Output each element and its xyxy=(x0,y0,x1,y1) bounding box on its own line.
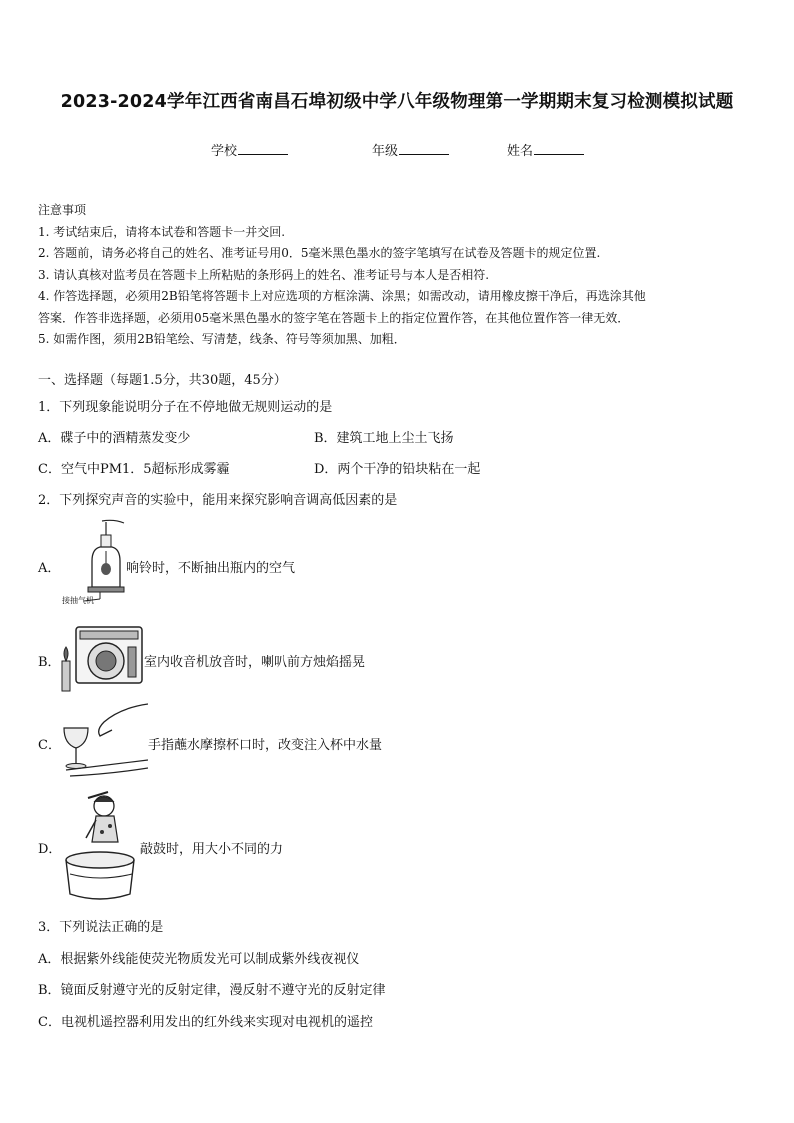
grade-field[interactable] xyxy=(372,140,449,159)
drummer-figure xyxy=(58,790,142,904)
school-blank[interactable] xyxy=(238,142,288,155)
notice-block xyxy=(38,200,646,351)
notice-heading: 注意事项 xyxy=(38,203,87,217)
grade-label: 年级 xyxy=(372,144,399,159)
q2-option-b-label[interactable]: B． xyxy=(38,655,61,670)
q2-option-d-label[interactable]: D． xyxy=(38,842,62,857)
q1-option-c[interactable]: C．空气中PM1．5超标形成雾霾 xyxy=(38,462,230,477)
bell-jar-caption: 接抽气机 xyxy=(62,596,94,605)
name-label: 姓名 xyxy=(507,144,534,159)
q2-option-c-label[interactable]: C． xyxy=(38,738,61,753)
notice-item: 4. 作答选择题，必须用2B铅笔将答题卡上对应选项的方框涂满、涂黑；如需改动，请用橡皮擦干净后，再选涂其他 xyxy=(38,289,646,303)
q1-option-a[interactable]: A．碟子中的酒精蒸发变少 xyxy=(38,431,191,446)
q2-option-a-text[interactable]: 响铃时，不断抽出瓶内的空气 xyxy=(126,561,296,576)
q1-stem: 1．下列现象能说明分子在不停地做无规则运动的是 xyxy=(38,400,333,415)
name-field[interactable] xyxy=(507,140,584,159)
school-field[interactable] xyxy=(211,140,288,159)
q2-option-c-text[interactable]: 手指蘸水摩擦杯口时，改变注入杯中水量 xyxy=(148,738,383,753)
bell-jar-figure xyxy=(62,517,128,609)
q3-option-b[interactable]: B．镜面反射遵守光的反射定律，漫反射不遵守光的反射定律 xyxy=(38,983,386,998)
q3-stem: 3．下列说法正确的是 xyxy=(38,920,164,935)
radio-candle-figure xyxy=(58,621,146,695)
page-title: 2023-2024学年江西省南昌石埠初级中学八年级物理第一学期期末复习检测模拟试题 xyxy=(60,92,734,112)
q2-option-d-text[interactable]: 敲鼓时，用大小不同的力 xyxy=(140,842,284,857)
q2-stem: 2．下列探究声音的实验中，能用来探究影响音调高低因素的是 xyxy=(38,493,398,508)
q2-option-b-text[interactable]: 室内收音机放音时，喇叭前方烛焰摇晃 xyxy=(144,655,366,670)
section-heading: 一、选择题（每题1.5分，共30题，45分） xyxy=(38,373,287,388)
q3-option-c[interactable]: C．电视机遥控器利用发出的红外线来实现对电视机的遥控 xyxy=(38,1015,373,1030)
school-label: 学校 xyxy=(211,144,238,159)
wine-glass-figure xyxy=(60,700,148,782)
q1-option-b[interactable]: B．建筑工地上尘土飞扬 xyxy=(314,431,454,446)
notice-item: 3. 请认真核对监考员在答题卡上所粘贴的条形码上的姓名、准考证号与本人是否相符. xyxy=(38,267,490,282)
q1-option-d[interactable]: D．两个干净的铅块粘在一起 xyxy=(314,462,481,477)
notice-item: 1. 考试结束后，请将本试卷和答题卡一并交回. xyxy=(38,224,286,239)
notice-item: 答案．作答非选择题，必须用05毫米黑色墨水的签字笔在答题卡上的指定位置作答，在其他位置作答一律无效． xyxy=(38,310,630,325)
q3-option-a[interactable]: A．根据紫外线能使荧光物质发光可以制成紫外线夜视仪 xyxy=(38,952,360,967)
grade-blank[interactable] xyxy=(399,142,449,155)
q2-option-a-label[interactable]: A． xyxy=(38,561,61,576)
notice-item: 2. 答题前，请务必将自己的姓名、准考证号用0．5毫米黑色墨水的签字笔填写在试卷及答题卡的规定位置. xyxy=(38,246,601,260)
name-blank[interactable] xyxy=(534,142,584,155)
notice-item: 5. 如需作图，须用2B铅笔绘、写清楚，线条、符号等须加黑、加粗． xyxy=(38,332,406,346)
